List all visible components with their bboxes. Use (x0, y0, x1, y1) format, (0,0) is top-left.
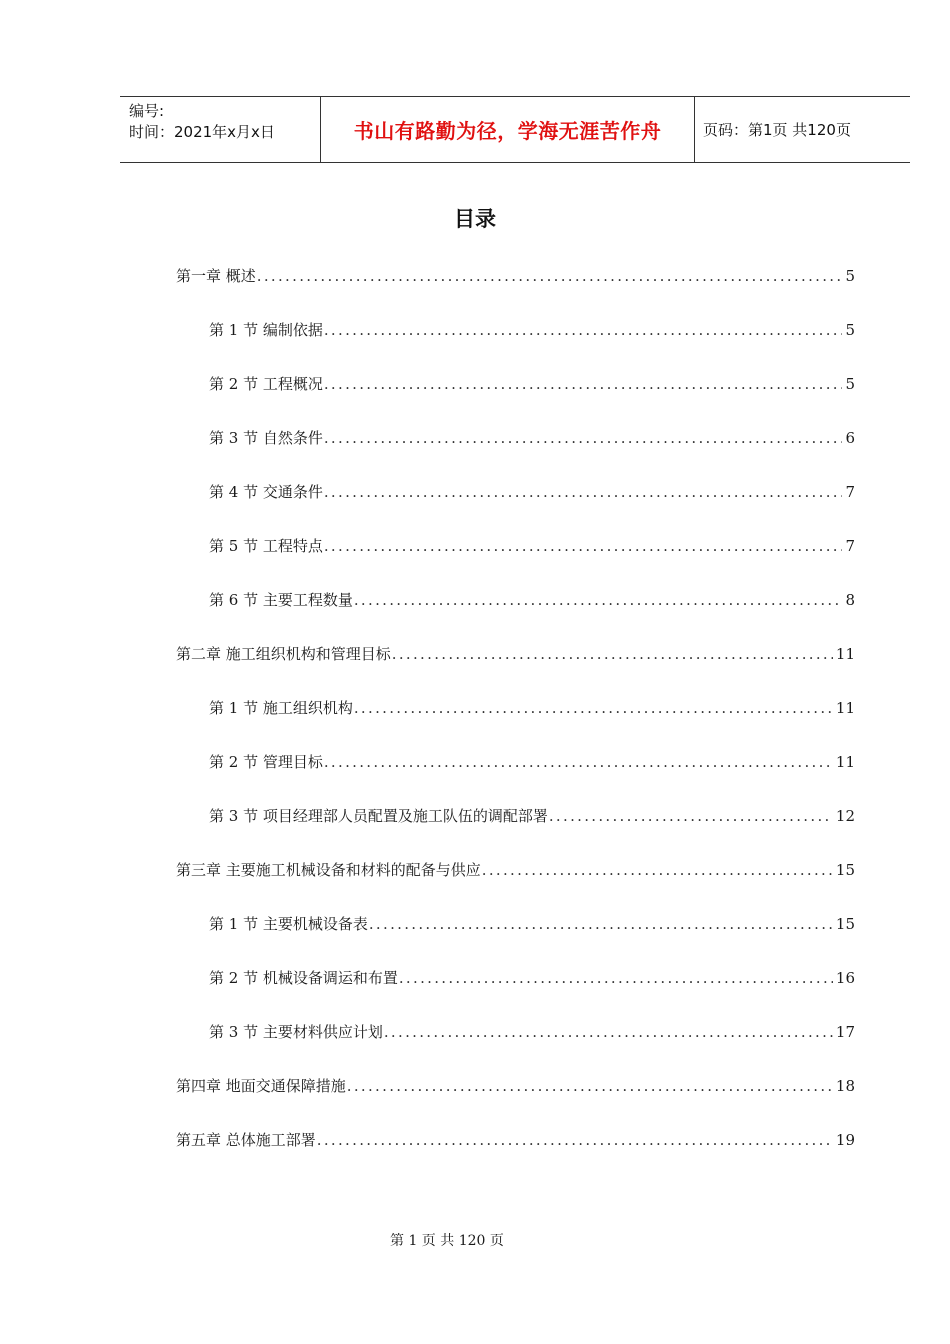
toc-dot-leader (324, 373, 843, 395)
header-page-code: 页码：第1页 共120页 (703, 121, 851, 139)
toc-entry[interactable] (209, 913, 855, 935)
toc-entry-label: 第 1 节 编制依据 (209, 321, 323, 339)
header-page-cell (695, 97, 910, 162)
toc-entry-page: 15 (835, 915, 855, 933)
header-motto: 书山有路勤为径，学海无涯苦作舟 (353, 119, 662, 143)
toc-entry-label: 第四章 地面交通保障措施 (176, 1077, 346, 1095)
toc-entry-page: 17 (835, 1023, 855, 1041)
toc-entry[interactable] (209, 697, 855, 719)
toc-dot-leader (324, 427, 843, 449)
header-meta-cell (120, 97, 321, 162)
document-header (120, 96, 910, 163)
toc-entry-label: 第 3 节 主要材料供应计划 (209, 1023, 383, 1041)
toc-dot-leader (369, 913, 833, 935)
toc-entry-page: 6 (845, 429, 855, 447)
toc-entry-page: 11 (835, 645, 855, 663)
toc-entry-page: 5 (845, 375, 855, 393)
toc-entry[interactable] (209, 535, 855, 557)
header-motto-cell (321, 97, 695, 162)
toc-entry-page: 7 (845, 483, 855, 501)
toc-entry[interactable] (176, 859, 855, 881)
toc-dot-leader (324, 319, 843, 341)
toc-entry[interactable] (209, 427, 855, 449)
toc-entry[interactable] (209, 589, 855, 611)
toc-entry-page: 5 (845, 321, 855, 339)
toc-dot-leader (257, 265, 843, 287)
toc-entry[interactable] (209, 805, 855, 827)
document-time-label: 时间：2021年x月x日 (129, 123, 275, 141)
toc-entry-label: 第三章 主要施工机械设备和材料的配备与供应 (176, 861, 481, 879)
toc-entry[interactable] (176, 265, 855, 287)
toc-entry-label: 第二章 施工组织机构和管理目标 (176, 645, 391, 663)
toc-entry-page: 19 (835, 1131, 855, 1149)
toc-dot-leader (347, 1075, 833, 1097)
toc-entry-label: 第 3 节 自然条件 (209, 429, 323, 447)
page-footer: 第 1 页 共 120 页 (390, 1233, 504, 1249)
toc-entry[interactable] (209, 967, 855, 989)
toc-entry[interactable] (209, 751, 855, 773)
toc-entry[interactable] (176, 643, 855, 665)
toc-entry-page: 12 (835, 807, 855, 825)
toc-dot-leader (354, 589, 843, 611)
toc-dot-leader (324, 481, 843, 503)
toc-title: 目录 (454, 207, 496, 231)
toc-entry-label: 第 3 节 项目经理部人员配置及施工队伍的调配部署 (209, 807, 548, 825)
toc-entry-label: 第 5 节 工程特点 (209, 537, 323, 555)
toc-entry[interactable] (176, 1075, 855, 1097)
document-number-label: 编号: (129, 102, 165, 120)
toc-entry-label: 第 4 节 交通条件 (209, 483, 323, 501)
toc-entry-label: 第 1 节 施工组织机构 (209, 699, 353, 717)
toc-entry-page: 11 (835, 753, 855, 771)
toc-entry[interactable] (209, 481, 855, 503)
toc-entry[interactable] (209, 319, 855, 341)
toc-entry-page: 11 (835, 699, 855, 717)
toc-entry-page: 18 (835, 1077, 855, 1095)
toc-dot-leader (392, 643, 833, 665)
toc-entry-label: 第 2 节 机械设备调运和布置 (209, 969, 398, 987)
toc-entry-label: 第 6 节 主要工程数量 (209, 591, 353, 609)
toc-entry-page: 5 (845, 267, 855, 285)
toc-entry-page: 15 (835, 861, 855, 879)
toc-entry-label: 第 2 节 工程概况 (209, 375, 323, 393)
toc-entry-label: 第 1 节 主要机械设备表 (209, 915, 368, 933)
toc-dot-leader (549, 805, 833, 827)
toc-dot-leader (482, 859, 833, 881)
toc-dot-leader (324, 751, 833, 773)
toc-entry-page: 7 (845, 537, 855, 555)
toc-dot-leader (324, 535, 843, 557)
toc-dot-leader (399, 967, 833, 989)
toc-entry-page: 8 (845, 591, 855, 609)
toc-entry[interactable] (176, 1129, 855, 1151)
toc-dot-leader (354, 697, 833, 719)
toc-entry[interactable] (209, 373, 855, 395)
toc-dot-leader (317, 1129, 833, 1151)
toc-entry[interactable] (209, 1021, 855, 1043)
toc-entry-label: 第 2 节 管理目标 (209, 753, 323, 771)
toc-entry-page: 16 (835, 969, 855, 987)
toc-entry-label: 第五章 总体施工部署 (176, 1131, 316, 1149)
toc-entry-label: 第一章 概述 (176, 267, 256, 285)
toc-dot-leader (384, 1021, 833, 1043)
